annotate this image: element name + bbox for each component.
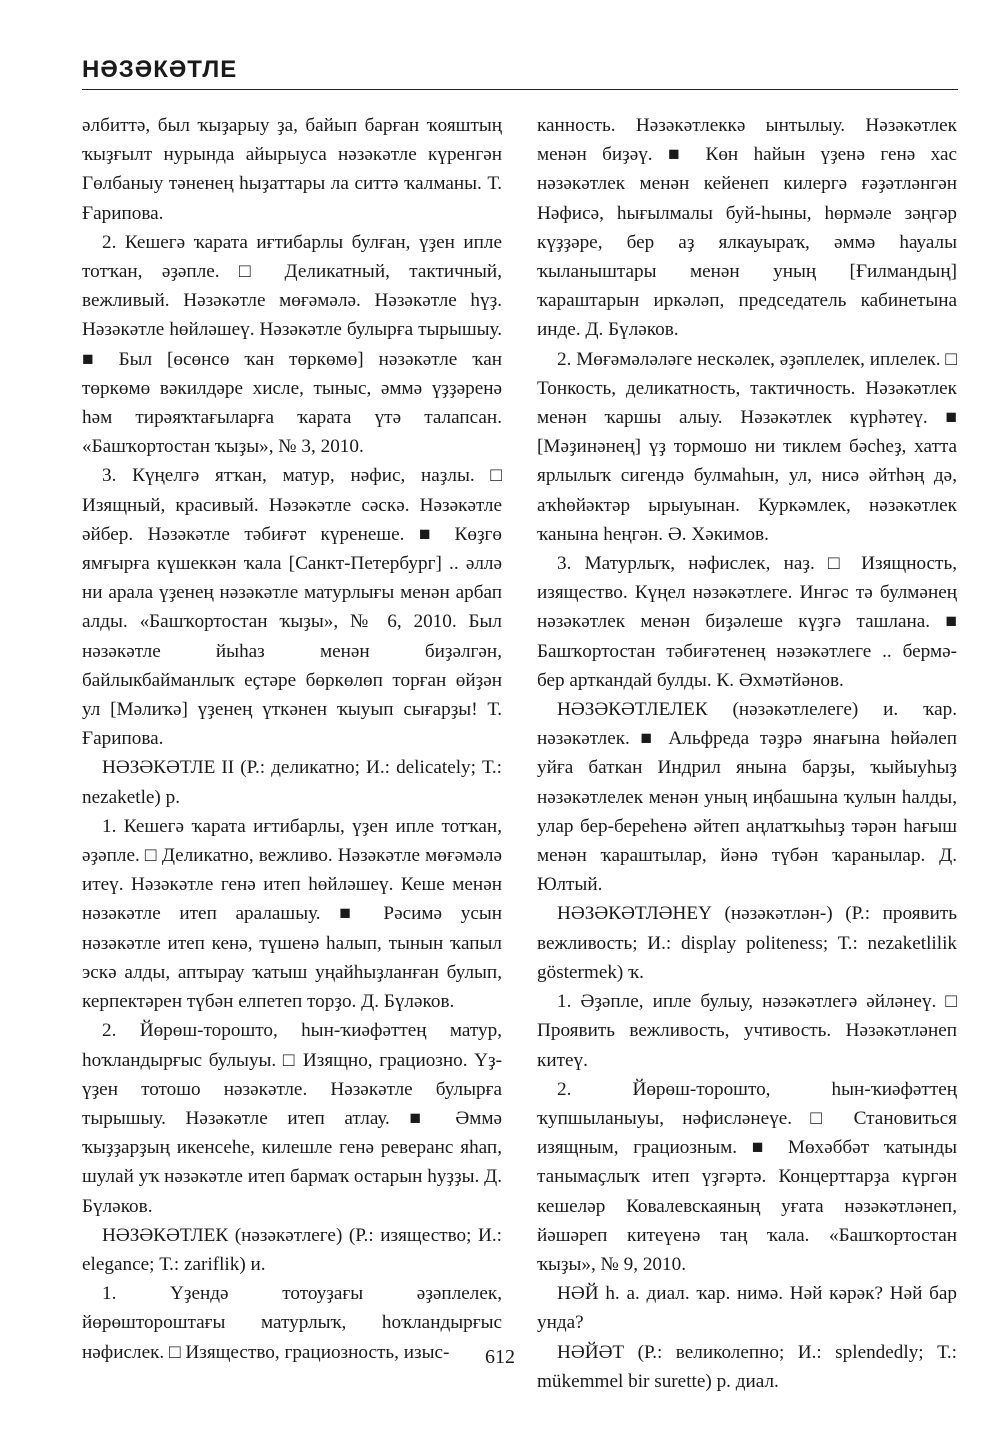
entry-paragraph: 1. Әҙәпле, ипле булыу, нәзәкәтлегә әйләнеү. □ Проявить вежливость, учтивость. Нәзәкәтләнеп китеү. bbox=[537, 991, 957, 1071]
entry-paragraph: 2. Йөрөш-торошто, һын-ҡиәфәттең ҡупшыланыуы, нәфисләнеүе. □ Становиться изящным, грациозным. ■ Мөхәббәт ҡатынды танымаҫлыҡ итеп үҙгәртә. Концерттарҙа күргән кешеләр Ковалевскаяның уғата нәзәкәтләнеп, йәшәреп китеүенә таң ҡала. «Башҡортостан ҡыҙы», № 9, 2010. bbox=[537, 1078, 957, 1275]
entry-paragraph: 2. Мөғәмәләләге нескәлек, әҙәплелек, иплелек. □ Тонкость, деликатность, тактичность. Нәзәкәтлек менән ҡаршы алыу. Нәзәкәтлек күрһәтеү. ■ [Мәҙинәнең] үҙ тормошо ни тиклем бәсһеҙ, хатта ярлылыҡ сигендә булмаһын, ул, нисә әйтһәң дә, аҡһөйәктәр ырыуынан. Куркәмлек, нәзәкәтлек ҡанына һеңгән. Ә. Хәкимов. bbox=[537, 348, 957, 545]
headword-entry: НӘЗӘКӘТЛЕЛЕК (нәзәкәтлелеге) и. ҡар. нәзәкәтлек. ■ Альфреда тәҙрә янағына һөйәлеп уйға баткан Индрил янына барҙы, ҡыйыуһыҙ нәзәкәтлелек менән уның иңбашына ҡулын һалды, улар бер-береһенә әйтеп аңлатҡыһыҙ тәрән һағыш менән ҡараштылар, йәнә түбән ҡаранылар. Д. Юлтый. bbox=[537, 699, 957, 896]
entry-paragraph: әлбиттә, был ҡыҙарыу ҙа, байып барған ҡояштың ҡыҙғылт нурында айырыуса нәзәкәтле күренгән Гөлбаныу тәненең һыҙаттары ла ситтә ҡалманы. Т. Ғарипова. bbox=[82, 115, 502, 224]
page-title: НӘЗӘКӘТЛЕ bbox=[82, 56, 238, 83]
headword-entry: НӘЙӘТ (Р.: великолепно; И.: splendedly; Т.: mükemmel bir surette) р. диал. bbox=[537, 1341, 957, 1392]
header-rule bbox=[82, 89, 958, 90]
headword-entry: НӘЙ һ. а. диал. ҡар. нимә. Нәй кәрәк? Нәй бар унда? bbox=[537, 1283, 957, 1334]
headword-entry: НӘЗӘКӘТЛӘНЕҮ (нәзәкәтлән-) (Р.: проявить вежливость; И.: display politeness; Т.: nezaketlilik göstermek) ҡ. bbox=[537, 903, 957, 983]
left-column bbox=[82, 111, 502, 1367]
entry-paragraph: 3. Матурлыҡ, нәфислек, наҙ. □ Изящность, изящество. Күңел нәзәкәтлеге. Ингәс тә булмәнең нәзәкәтлек менән биҙәлеше күҙгә ташлана. ■ Башҡортостан тәбиғәтенең нәзәкәтлеге .. бермә-бер арткандай булды. К. Әхмәтйәнов. bbox=[537, 553, 957, 691]
headword-entry: НӘЗӘКӘТЛЕ II (Р.: деликатно; И.: delicately; Т.: nezaketle) р. bbox=[82, 757, 502, 808]
page-number: 612 bbox=[485, 1346, 515, 1368]
entry-paragraph: 3. Күңелгә ятҡан, матур, нәфис, наҙлы. □ Изящный, красивый. Нәзәкәтле сәскә. Нәзәкәтле әйбер. Нәзәкәтле тәбиғәт күренеше. ■ Көҙгө ямғырға күшеккән ҡала [Санкт-Петербург] .. әллә ни арала үҙенең нәзәкәтле матурлығы менән арбап алды. «Башҡортостан ҡыҙы», № 6, 2010. Был нәзәкәтле йыһаз менән биҙәлгән, байлыкбайманлыҡ еҫтәре бөркөлөп торған өйҙән ул [Мәлиҡә] үҙенең үткәнен ҡыуып сығарҙы! Т. Ғарипова. bbox=[82, 465, 502, 750]
entry-paragraph: 2. Кешегә ҡарата иғтибарлы булған, үҙен ипле тотҡан, әҙәпле. □ Деликатный, тактичный, вежливый. Нәзәкәтле мөғәмәлә. Нәзәкәтле һүҙ. Нәзәкәтле һөйләшеү. Нәзәкәтле булырға тырышыу. ■ Был [өсөнсө ҡан төркөмө] нәзәкәтле ҡан төркөмө вәкилдәре хисле, тыныс, әммә үҙҙәренә һәм тирәяҡтағыларға ҡарата үтә талапсан. «Башҡортостан ҡыҙы», № 3, 2010. bbox=[82, 231, 502, 458]
entry-paragraph: 2. Йөрөш-торошто, һын-ҡиәфәттең матур, һоҡландырғыс булыуы. □ Изящно, грациозно. Үҙ-үҙен тотошо нәзәкәтле. Нәзәкәтле булырға тырышыу. Нәзәкәтле итеп атлау. ■ Әммә ҡыҙҙарҙың икенсеһе, килешле генә реверанс яһап, шулай уҡ нәзәкәтле итеп бармаҡ остарын һуҙҙы. Д. Бүләков. bbox=[82, 1020, 502, 1217]
entry-paragraph: 1. Кешегә ҡарата иғтибарлы, үҙен ипле тотҡан, әҙәпле. □ Деликатно, вежливо. Нәзәкәтле мөғәмәлә итеү. Нәзәкәтле генә итеп һөйләшеү. Кеше менән нәзәкәтле итеп аралашыу. ■ Рәсимә усын нәзәкәтле итеп кенә, түшенә һалып, тынын ҡапыл эскә алды, аптырау ҡатыш уңайһыҙланған булып, керпектәрен түбән елпетеп торҙо. Д. Бүләков. bbox=[82, 815, 502, 1013]
headword-entry: НӘЗӘКӘТЛЕК (нәзәкәтлеге) (Р.: изящество; И.: elegance; Т.: zariflik) и. bbox=[82, 1224, 502, 1275]
entry-paragraph: 1. Үҙендә тотоуҙағы әҙәплелек, йөрөштороштағы матурлыҡ, һоҡландырғыс нәфислек. □ Изящество, грациозность, изыс- bbox=[82, 1283, 502, 1363]
entry-paragraph: канность. Нәзәкәтлеккә ынтылыу. Нәзәкәтлек менән биҙәү. ■ Көн һайын үҙенә генә хас нәзәкәтлек менән кейенеп килергә ғәҙәтләнгән Нәфисә, һығылмалы буй-һыны, һөрмәле зәңгәр күҙҙәре, бер аҙ ялкауыраҡ, әммә һауалы ҡыланыштары менән уның [Ғилмандың] ҡараштарын иркәләп, председатель кабинетына инде. Д. Бүләков. bbox=[537, 115, 957, 341]
right-column bbox=[537, 111, 957, 1396]
